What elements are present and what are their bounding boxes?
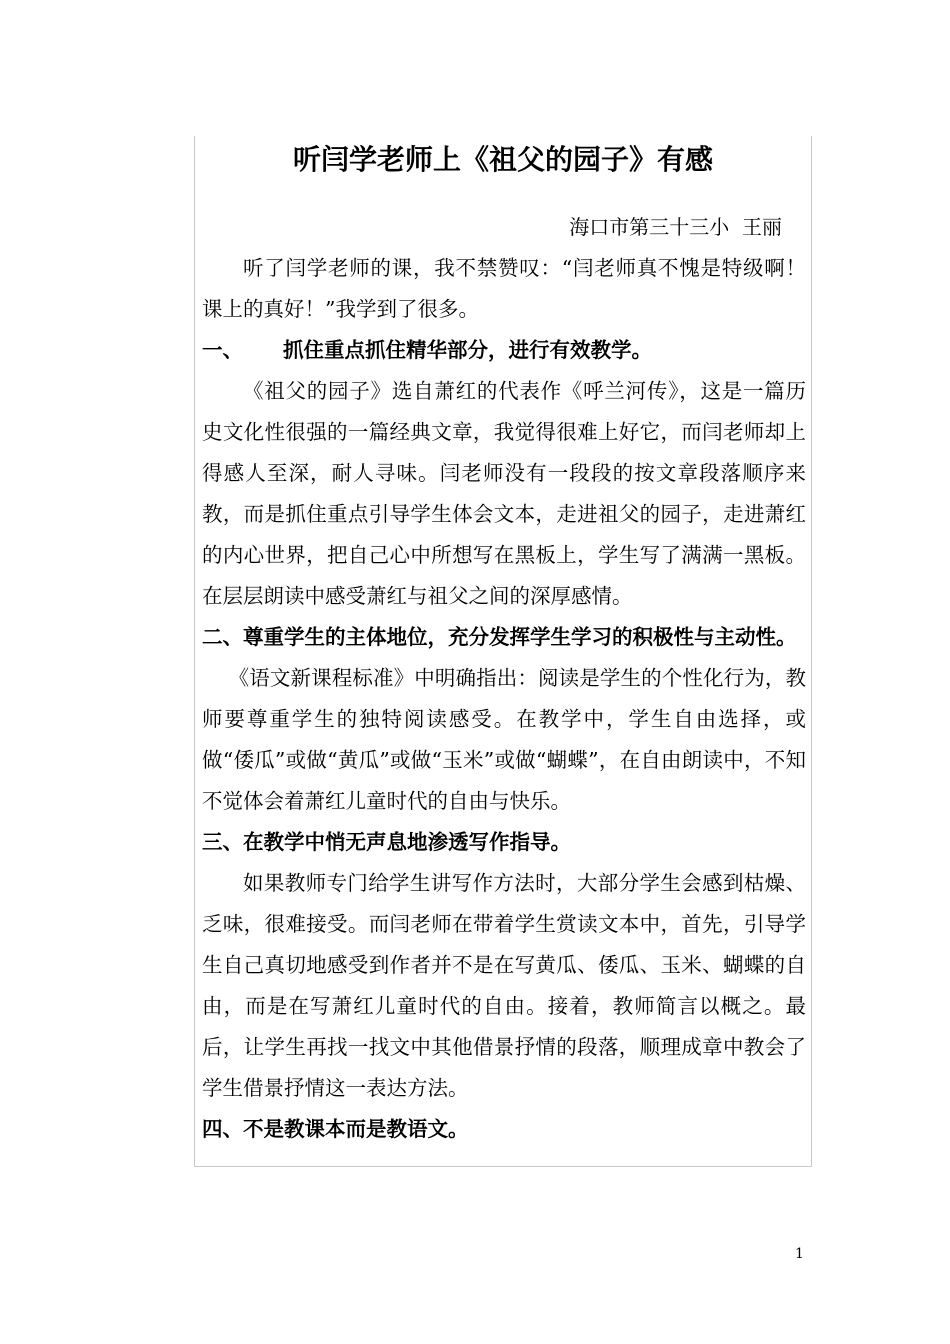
section-paragraph-2: 《语文新课程标准》中明确指出：阅读是学生的个性化行为，教师要尊重学生的独特阅读感受。在教学中，学生自由选择，或做“倭瓜”或做“黄瓜”或做“玉米”或做“蝴蝶”，在自由朗读中，不知不觉体会着萧红儿童时代的自由与快乐。: [202, 666, 806, 813]
page-number: 1: [795, 1246, 804, 1262]
section-heading-1-text: 抓住重点抓住精华部分，进行有效教学。: [283, 338, 652, 362]
section-heading-4: 四、不是教课本而是教语文。: [202, 1117, 469, 1141]
section-paragraph-1: 《祖父的园子》选自萧红的代表作《呼兰河传》，这是一篇历史文化性很强的一篇经典文章，我觉得很难上好它，而闫老师却上得感人至深，耐人寻味。闫老师没有一段段的按文章段落顺序来教，而是抓住重点引导学生体会文本，走进祖父的园子，走进萧红的内心世界，把自己心中所想写在黑板上，学生写了满满一黑板。在层层朗读中感受萧红与祖父之间的深厚感情。: [202, 379, 806, 608]
section-heading-2: 二、尊重学生的主体地位，充分发挥学生学习的积极性与主动性。: [202, 625, 797, 649]
document-title: 听闫学老师上《祖父的园子》有感: [292, 143, 713, 176]
section-heading-1: [202, 330, 806, 371]
author-line: 海口市第三十三小 王丽: [569, 215, 782, 239]
document-body: [202, 248, 806, 1150]
section-heading-3: 三、在教学中悄无声息地渗透写作指导。: [202, 830, 571, 854]
section-heading-1-number: 一、: [202, 338, 243, 362]
intro-paragraph: 听了闫学老师的课，我不禁赞叹：“闫老师真不愧是特级啊！课上的真好！”我学到了很多。: [202, 256, 806, 321]
section-paragraph-3: 如果教师专门给学生讲写作方法时，大部分学生会感到枯燥、乏味，很难接受。而闫老师在带着学生赏读文本中，首先，引导学生自己真切地感受到作者并不是在写黄瓜、倭瓜、玉米、蝴蝶的自由，而是在写萧红儿童时代的自由。接着，教师简言以概之。最后，让学生再找一找文中其他借景抒情的段落，顺理成章中教会了学生借景抒情这一表达方法。: [202, 871, 806, 1100]
